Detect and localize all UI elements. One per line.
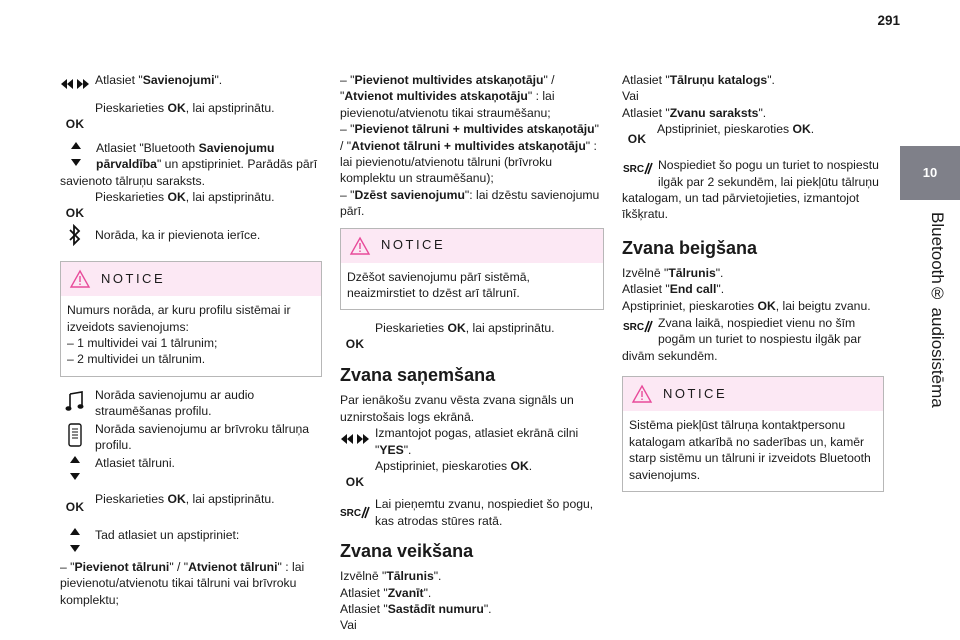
- instruction-bluetooth-management: Atlasiet "Bluetooth Savienojumu pārvaldība" un apstipriniet. Parādās pārī savienoto tālruņu saraksts.: [60, 141, 318, 188]
- notice-box-contacts: [622, 376, 884, 492]
- chapter-sidebar: [900, 0, 960, 640]
- instruction-ok-2: OK Pieskarieties OK, lai apstiprinātu.: [60, 189, 322, 221]
- instruction-audio-profile: Norāda savienojumu ar audio straumēšanas profilu.: [60, 387, 322, 421]
- svg-text:SRC: SRC: [340, 508, 362, 520]
- notice-label: NOTICE: [381, 237, 446, 253]
- receive-call-text: Par ienākošu zvanu vēsta zvana signāls un uznirstošais logs ekrānā.: [340, 393, 574, 424]
- ok-icon: OK: [65, 206, 85, 221]
- column-2: [340, 72, 604, 634]
- ok-icon: OK: [65, 499, 85, 514]
- page-number: 291: [877, 13, 900, 28]
- warning-triangle-icon: [631, 384, 653, 404]
- steering-src-button-icon: [340, 502, 370, 522]
- instruction-select-connections: Atlasiet "Savienojumi".: [60, 72, 322, 100]
- notice-body: Sistēma piekļūst tālruņa kontaktpersonu katalogam atkarībā no saderības un, kamēr starp sistēmu un tālruni ir izveidots Bluetooth savienojums.: [629, 418, 871, 482]
- option-delete-connection: – "Dzēst savienojumu": lai dzēstu savienojumu pārī.: [340, 187, 600, 219]
- up-down-arrows-icon: [60, 527, 90, 553]
- chapter-number-tab: 10: [900, 146, 960, 200]
- chapter-title: Bluetooth® audiosistēma: [928, 212, 947, 408]
- instruction-confirm-ok: OK Apstipriniet, pieskaroties OK.: [622, 121, 884, 151]
- heading-receive-call: Zvana saņemšana: [340, 365, 496, 386]
- notice-box-delete: [340, 228, 604, 311]
- notice-body: Dzēšot savienojumu pārī sistēmā, neaizmirstiet to dzēst arī tālrunī.: [347, 269, 530, 301]
- instruction-accept-call: SRC Lai pieņemtu zvanu, nospiediet šo pogu, kas atrodas stūres ratā.: [340, 497, 594, 528]
- ok-icon: OK: [345, 337, 365, 352]
- column-1: [60, 72, 322, 608]
- notice-label: NOTICE: [101, 271, 166, 287]
- warning-triangle-icon: [349, 236, 371, 256]
- up-down-arrows-icon: [60, 455, 90, 481]
- instruction-ok-4: OK Pieskarieties OK, lai apstiprinātu.: [340, 320, 604, 354]
- notice-body: Numurs norāda, ar kuru profilu sistēmai ir izveidots savienojums: – 1 multividei vai 1 tālrunim; – 2 multividei un tālrunim.: [67, 303, 291, 367]
- column-3: [622, 72, 884, 502]
- notice-label: NOTICE: [663, 386, 728, 402]
- notice-header: [623, 377, 883, 411]
- contacts-steps: Atlasiet "Tālruņu katalogs". Vai Atlasiet "Zvanu saraksts".: [622, 73, 775, 120]
- instruction-select-yes: Izmantojot pogas, atlasiet ekrānā cilni "YES".: [340, 425, 604, 458]
- instruction-ok-3: OK Pieskarieties OK, lai apstiprinātu.: [60, 491, 322, 525]
- instruction-device-connected: Norāda, ka ir pievienota ierīce.: [60, 221, 322, 253]
- end-call-steps: Izvēlnē "Tālrunis". Atlasiet "End call". Apstipriniet, pieskaroties OK, lai beigtu zvanu.: [622, 265, 871, 313]
- option-connect-media: – "Pievienot multivides atskaņotāju" / "Atvienot multivides atskaņotāju" : lai pievienotu/atvienotu tikai straumēšanu;: [340, 73, 555, 120]
- ok-icon: OK: [345, 474, 365, 489]
- instruction-handsfree-profile: Norāda savienojumu ar brīvroku tālruņa profilu.: [60, 421, 322, 455]
- steering-src-button-icon: [622, 315, 654, 337]
- instruction-hold-src: SRC Nospiediet šo pogu un turiet to nospiestu ilgāk par 2 sekundēm, lai piekļūtu tālruņu katalogam, un tad pārvietojieties, izmantojot īkšķratu.: [622, 158, 879, 222]
- option-connect-phone: – "Pievienot tālruni" / "Atvienot tālruni" : lai pievienotu/atvienotu tikai tālruni vai brīvroku komplektu;: [60, 559, 305, 607]
- up-down-arrows-icon: [60, 140, 92, 168]
- notice-header: [341, 229, 603, 263]
- heading-make-call: Zvana veikšana: [340, 541, 474, 562]
- arrows-left-right-icon: [340, 429, 370, 449]
- notice-header: [61, 262, 321, 296]
- phone-icon: [60, 425, 90, 445]
- option-connect-phone-media: – "Pievienot tālruni + multivides atskaņotāju" / "Atvienot tālruni + multivides atskaņotāju" : lai pievienotu/atvienotu tālruni (brīvroku komplektu un straumēšanu);: [340, 122, 599, 186]
- instruction-select-confirm: Tad atlasiet un apstipriniet:: [60, 527, 322, 557]
- instruction-select-phone: Atlasiet tālruni.: [60, 455, 322, 483]
- instruction-hold-end: SRC Zvana laikā, nospiediet vienu no šīm pogām un turiet to nospiestu ilgāk par divām sekundēm.: [622, 316, 862, 363]
- make-call-steps: Izvēlnē "Tālrunis". Atlasiet "Zvanīt". Atlasiet "Sastādīt numuru". Vai: [340, 569, 492, 633]
- bluetooth-icon: [60, 225, 90, 245]
- steering-src-button-icon: [622, 157, 654, 179]
- instruction-confirm-ok: OK Apstipriniet, pieskaroties OK.: [340, 458, 604, 492]
- instruction-ok-1: OK Pieskarieties OK, lai apstiprinātu.: [60, 100, 322, 138]
- ok-icon: OK: [65, 116, 85, 131]
- notice-box-profile: [60, 261, 322, 377]
- music-note-icon: [60, 391, 90, 411]
- arrows-left-right-icon: [60, 74, 90, 94]
- heading-end-call: Zvana beigšana: [622, 237, 758, 258]
- ok-icon: OK: [627, 132, 647, 147]
- svg-text:SRC: SRC: [623, 164, 645, 176]
- warning-triangle-icon: [69, 269, 91, 289]
- svg-text:SRC: SRC: [623, 322, 645, 334]
